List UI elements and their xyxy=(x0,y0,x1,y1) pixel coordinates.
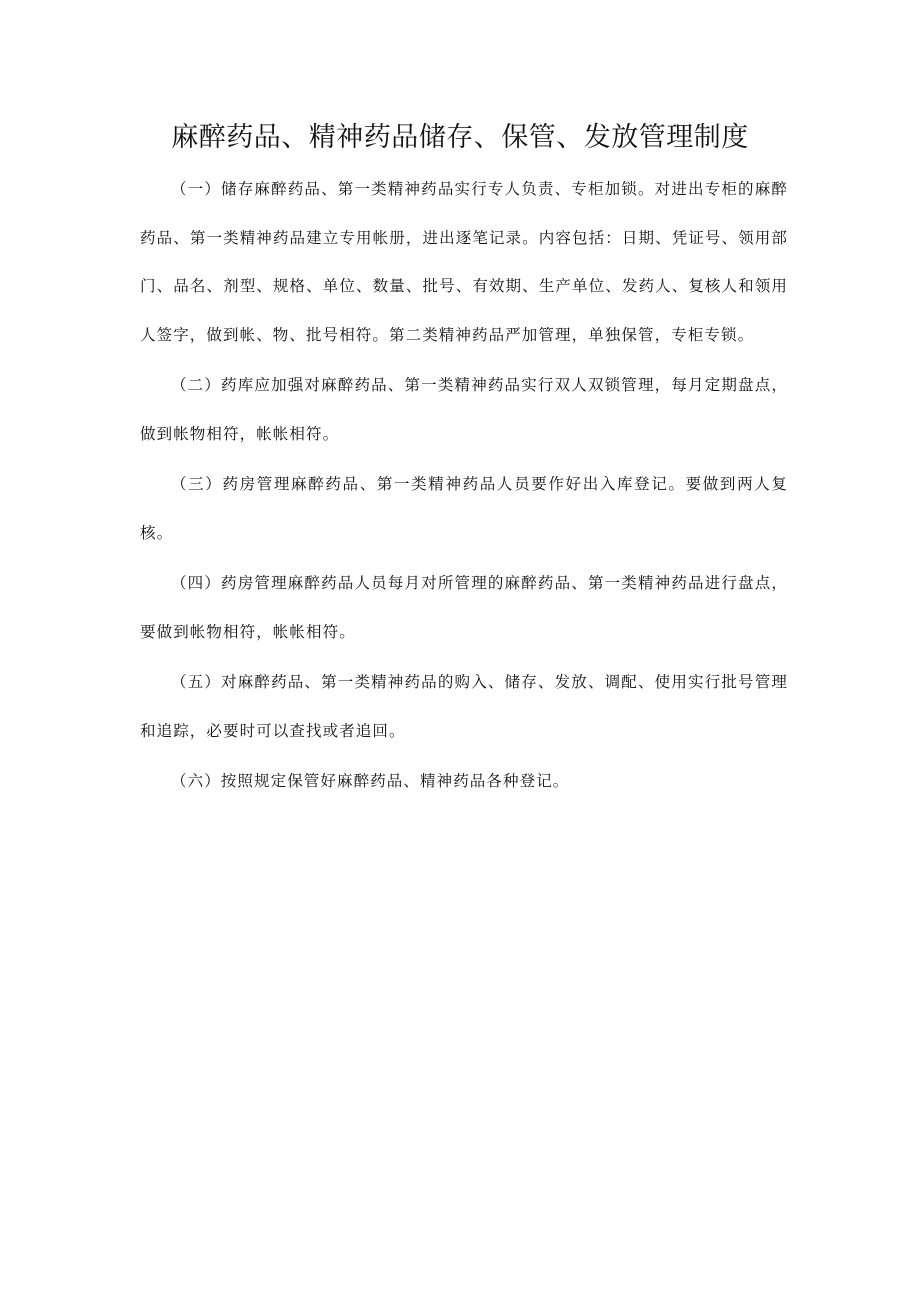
document-title: 麻醉药品、精神药品储存、保管、发放管理制度 xyxy=(171,122,749,153)
paragraph-5: （五）对麻醉药品、第一类精神药品的购入、储存、发放、调配、使用实行批号管理和追踪，必要时可以查找或者追回。 xyxy=(140,673,788,740)
paragraph-3: （三）药房管理麻醉药品、第一类精神药品人员要作好出入库登记。要做到两人复核。 xyxy=(140,475,788,542)
paragraph-1: （一）储存麻醉药品、第一类精神药品实行专人负责、专柜加锁。对进出专柜的麻醉药品、第一类精神药品建立专用帐册，进出逐笔记录。内容包括：日期、凭证号、领用部门、品名、剂型、规格、单位、数量、批号、有效期、生产单位、发药人、复核人和领用人签字，做到帐、物、批号相符。第二类精神药品严加管理，单独保管，专柜专锁。 xyxy=(140,180,788,344)
paragraph-6: （六）按照规定保管好麻醉药品、精神药品各种登记。 xyxy=(171,772,570,790)
paragraph-2: （二）药库应加强对麻醉药品、第一类精神药品实行双人双锁管理，每月定期盘点，做到帐物相符，帐帐相符。 xyxy=(140,376,788,443)
paragraph-4: （四）药房管理麻醉药品人员每月对所管理的麻醉药品、第一类精神药品进行盘点，要做到帐物相符，帐帐相符。 xyxy=(140,574,788,641)
document-body xyxy=(140,165,788,808)
